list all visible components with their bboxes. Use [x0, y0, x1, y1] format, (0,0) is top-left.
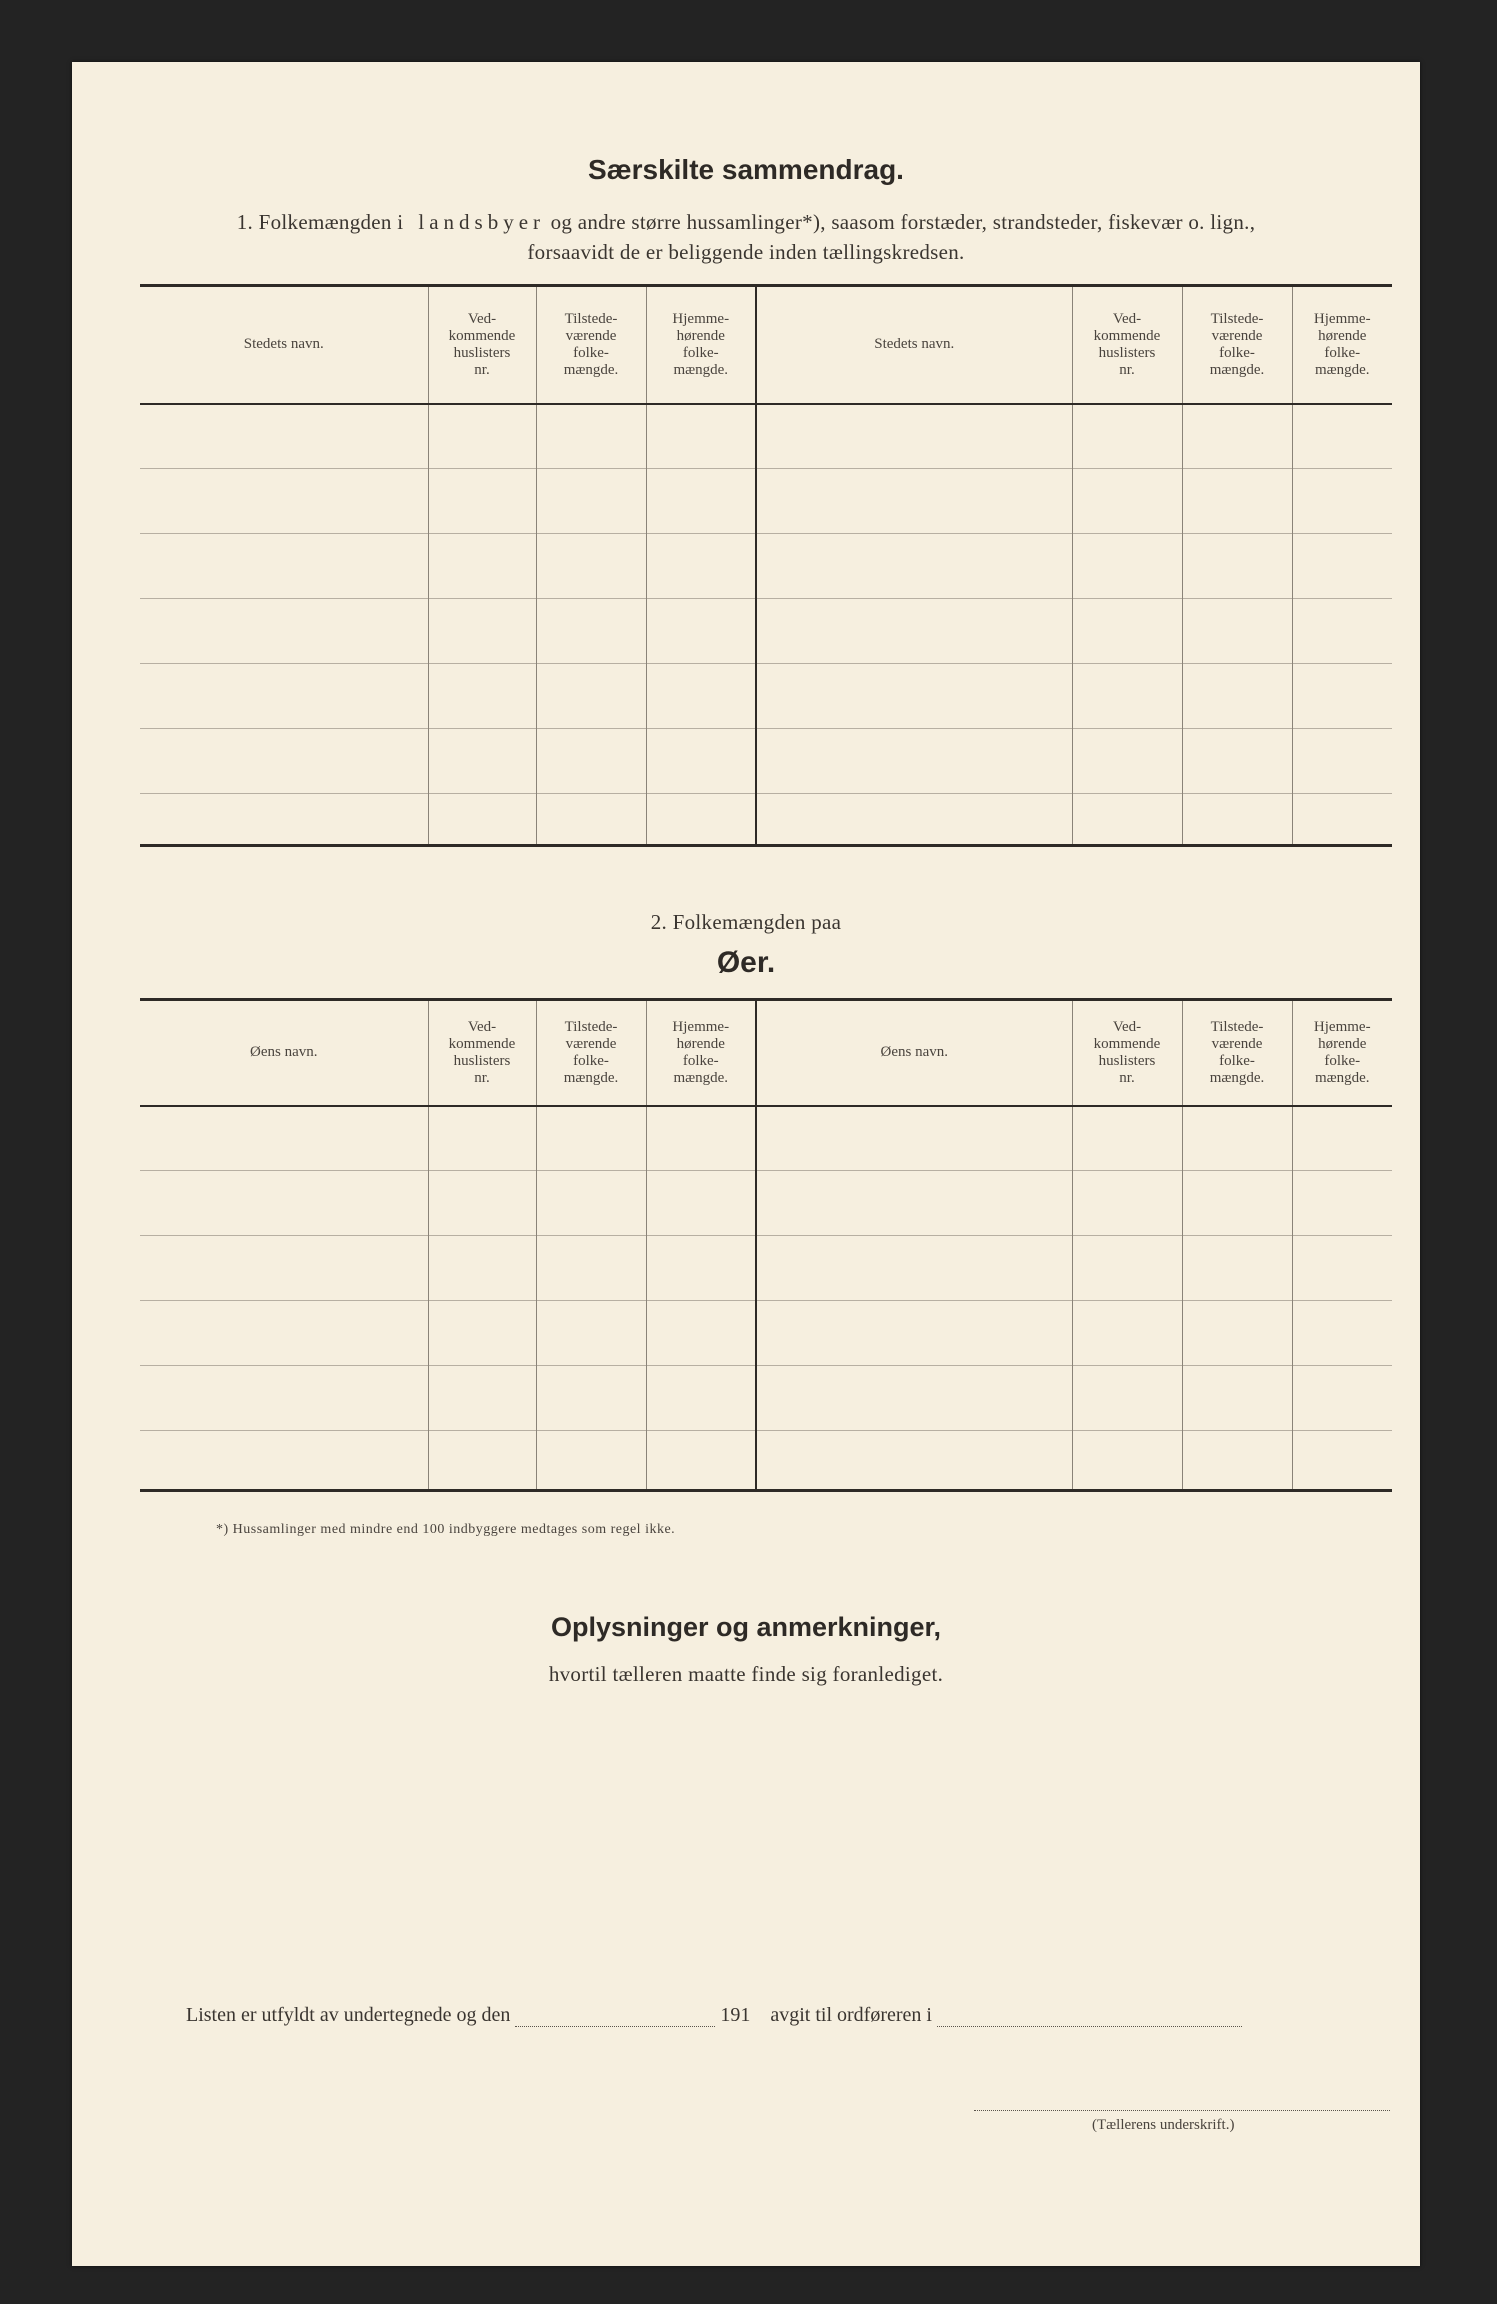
table-cell[interactable] — [536, 1106, 646, 1171]
table-cell[interactable] — [140, 729, 428, 794]
section1-intro-line1 — [72, 210, 1420, 235]
intro-text-b: og andre større hussamlinger*), saasom forstæder, strandsteder, fiskevær o. lign., — [545, 210, 1256, 234]
signature-text-a: Listen er utfyldt av undertegnede og den — [186, 2004, 511, 2026]
table-cell[interactable] — [1292, 794, 1392, 846]
table-cell[interactable] — [140, 1366, 428, 1431]
table-cell[interactable] — [140, 1106, 428, 1171]
table-cell[interactable] — [1182, 729, 1292, 794]
census-form-page — [72, 62, 1420, 2266]
table-cell[interactable] — [1072, 599, 1182, 664]
table-cell[interactable] — [536, 794, 646, 846]
table-cell[interactable] — [756, 404, 1072, 469]
section1-heading: Særskilte sammendrag. — [588, 154, 904, 185]
column-header: Tilstede- værende folke- mængde. — [1182, 286, 1292, 404]
islands-table — [140, 998, 1392, 1492]
table-cell[interactable] — [536, 534, 646, 599]
table-cell[interactable] — [1182, 599, 1292, 664]
table-cell[interactable] — [1292, 1106, 1392, 1171]
table-cell[interactable] — [1072, 1171, 1182, 1236]
column-header: Hjemme- hørende folke- mængde. — [1292, 286, 1392, 404]
section2-subheading: 2. Folkemængden paa — [650, 910, 842, 934]
table-cell[interactable] — [1072, 1366, 1182, 1431]
villages-table — [140, 284, 1392, 847]
table-cell[interactable] — [428, 599, 536, 664]
table-cell[interactable] — [140, 404, 428, 469]
table-cell[interactable] — [536, 404, 646, 469]
table-cell[interactable] — [140, 534, 428, 599]
table-cell[interactable] — [536, 664, 646, 729]
table-cell[interactable] — [646, 599, 756, 664]
column-header: Ved- kommende huslisters nr. — [428, 286, 536, 404]
section2-heading: Øer. — [716, 946, 776, 979]
table-row — [140, 1431, 1392, 1491]
table-row — [140, 1236, 1392, 1301]
table-cell[interactable] — [1292, 599, 1392, 664]
table-cell[interactable] — [428, 534, 536, 599]
table-cell[interactable] — [1182, 534, 1292, 599]
column-header: Ved- kommende huslisters nr. — [428, 1000, 536, 1106]
table-cell[interactable] — [1292, 404, 1392, 469]
table-cell[interactable] — [1072, 729, 1182, 794]
table-cell[interactable] — [428, 1431, 536, 1491]
table-cell[interactable] — [1292, 1236, 1392, 1301]
table-cell[interactable] — [536, 1236, 646, 1301]
table-cell[interactable] — [756, 1301, 1072, 1366]
column-header: Tilstede- værende folke- mængde. — [1182, 1000, 1292, 1106]
table-cell[interactable] — [1072, 794, 1182, 846]
table-cell[interactable] — [1292, 1431, 1392, 1491]
table-cell[interactable] — [140, 1171, 428, 1236]
column-header: Hjemme- hørende folke- mængde. — [646, 1000, 756, 1106]
table-cell[interactable] — [536, 1171, 646, 1236]
table-row — [140, 1106, 1392, 1171]
column-header: Hjemme- hørende folke- mængde. — [1292, 1000, 1392, 1106]
table-row — [140, 794, 1392, 846]
signature-text-b: avgit til ordføreren i — [770, 2004, 932, 2026]
table-cell[interactable] — [428, 469, 536, 534]
table-cell[interactable] — [1292, 534, 1392, 599]
table-cell[interactable] — [1292, 664, 1392, 729]
table-cell[interactable] — [428, 794, 536, 846]
table-cell[interactable] — [646, 1301, 756, 1366]
table-cell[interactable] — [646, 729, 756, 794]
table-row — [140, 664, 1392, 729]
table-row — [140, 599, 1392, 664]
table-cell[interactable] — [756, 1236, 1072, 1301]
table-cell[interactable] — [428, 1106, 536, 1171]
table-cell[interactable] — [536, 1301, 646, 1366]
islands-table-body — [140, 1106, 1392, 1491]
table-cell[interactable] — [1072, 404, 1182, 469]
table-cell[interactable] — [1182, 1301, 1292, 1366]
table-cell[interactable] — [756, 1366, 1072, 1431]
table-cell[interactable] — [1072, 1301, 1182, 1366]
table-cell[interactable] — [646, 534, 756, 599]
table-cell[interactable] — [756, 534, 1072, 599]
table-cell[interactable] — [140, 469, 428, 534]
table-cell[interactable] — [1182, 794, 1292, 846]
table-cell[interactable] — [756, 729, 1072, 794]
table-row — [140, 469, 1392, 534]
table-cell[interactable] — [536, 469, 646, 534]
table-cell[interactable] — [756, 469, 1072, 534]
table-row — [140, 534, 1392, 599]
table-cell[interactable] — [428, 1366, 536, 1431]
table-cell[interactable] — [646, 469, 756, 534]
table-cell[interactable] — [1292, 729, 1392, 794]
table-cell[interactable] — [428, 664, 536, 729]
table-cell[interactable] — [1072, 1106, 1182, 1171]
table-cell[interactable] — [140, 599, 428, 664]
table-cell[interactable] — [428, 1301, 536, 1366]
column-header: Tilstede- værende folke- mængde. — [536, 286, 646, 404]
table-cell[interactable] — [140, 1236, 428, 1301]
table-cell[interactable] — [1292, 1301, 1392, 1366]
table-cell[interactable] — [1072, 1431, 1182, 1491]
table-cell[interactable] — [756, 794, 1072, 846]
date-field[interactable] — [515, 2012, 715, 2027]
table-cell[interactable] — [756, 664, 1072, 729]
signature-field[interactable] — [974, 2110, 1390, 2111]
table-cell[interactable] — [536, 1366, 646, 1431]
signature-line — [186, 2004, 1242, 2027]
table-cell[interactable] — [1182, 1106, 1292, 1171]
table-cell[interactable] — [646, 1106, 756, 1171]
table-cell[interactable] — [1072, 1236, 1182, 1301]
footnote: *) Hussamlinger med mindre end 100 indbyggere medtages som regel ikke. — [216, 1522, 676, 1537]
table-cell[interactable] — [1182, 1171, 1292, 1236]
table-cell[interactable] — [1182, 469, 1292, 534]
table-cell[interactable] — [1182, 664, 1292, 729]
table-cell[interactable] — [1292, 1366, 1392, 1431]
section1-intro-line2: forsaavidt de er beliggende inden tællingskredsen. — [527, 240, 965, 264]
intro-text-a: 1. Folkemængden — [236, 210, 398, 234]
table-cell[interactable] — [428, 1236, 536, 1301]
table-cell[interactable] — [756, 599, 1072, 664]
municipality-field[interactable] — [937, 2012, 1242, 2027]
table-cell[interactable] — [140, 664, 428, 729]
table-cell[interactable] — [1072, 534, 1182, 599]
column-header: Ved- kommende huslisters nr. — [1072, 1000, 1182, 1106]
table-cell[interactable] — [1182, 1431, 1292, 1491]
signature-year: 191 — [720, 2004, 751, 2026]
table-cell[interactable] — [536, 1431, 646, 1491]
table-cell[interactable] — [646, 1236, 756, 1301]
table-cell[interactable] — [646, 794, 756, 846]
column-header: Øens navn. — [756, 1000, 1072, 1106]
table-cell[interactable] — [428, 1171, 536, 1236]
column-header: Stedets navn. — [756, 286, 1072, 404]
table-cell[interactable] — [1182, 1236, 1292, 1301]
table-cell[interactable] — [140, 1431, 428, 1491]
table-row — [140, 1366, 1392, 1431]
table-cell[interactable] — [1292, 469, 1392, 534]
table-row — [140, 1301, 1392, 1366]
remarks-heading: Oplysninger og anmerkninger, — [550, 1612, 942, 1642]
table-cell[interactable] — [140, 794, 428, 846]
table-cell[interactable] — [646, 1366, 756, 1431]
table-cell[interactable] — [428, 729, 536, 794]
table-cell[interactable] — [536, 599, 646, 664]
remarks-subheading: hvortil tælleren maatte finde sig foranlediget. — [548, 1662, 944, 1686]
column-header: Tilstede- værende folke- mængde. — [536, 1000, 646, 1106]
table-cell[interactable] — [1072, 664, 1182, 729]
table-cell[interactable] — [646, 1431, 756, 1491]
table-cell[interactable] — [428, 404, 536, 469]
column-header: Stedets navn. — [140, 286, 428, 404]
table-cell[interactable] — [536, 729, 646, 794]
table-cell[interactable] — [1182, 1366, 1292, 1431]
table-row — [140, 729, 1392, 794]
villages-table-body — [140, 404, 1392, 846]
intro-text-spaced: i landsbyer — [397, 210, 546, 234]
table-cell[interactable] — [756, 1106, 1072, 1171]
column-header: Øens navn. — [140, 1000, 428, 1106]
table-cell[interactable] — [140, 1301, 428, 1366]
table-row — [140, 1171, 1392, 1236]
column-header: Ved- kommende huslisters nr. — [1072, 286, 1182, 404]
column-header: Hjemme- hørende folke- mængde. — [646, 286, 756, 404]
table-cell[interactable] — [756, 1431, 1072, 1491]
table-cell[interactable] — [1072, 469, 1182, 534]
signature-caption: (Tællerens underskrift.) — [1092, 2117, 1235, 2133]
table-row — [140, 404, 1392, 469]
table-cell[interactable] — [646, 404, 756, 469]
table-cell[interactable] — [1182, 404, 1292, 469]
table-cell[interactable] — [646, 1171, 756, 1236]
table-cell[interactable] — [1292, 1171, 1392, 1236]
table-cell[interactable] — [756, 1171, 1072, 1236]
table-cell[interactable] — [646, 664, 756, 729]
